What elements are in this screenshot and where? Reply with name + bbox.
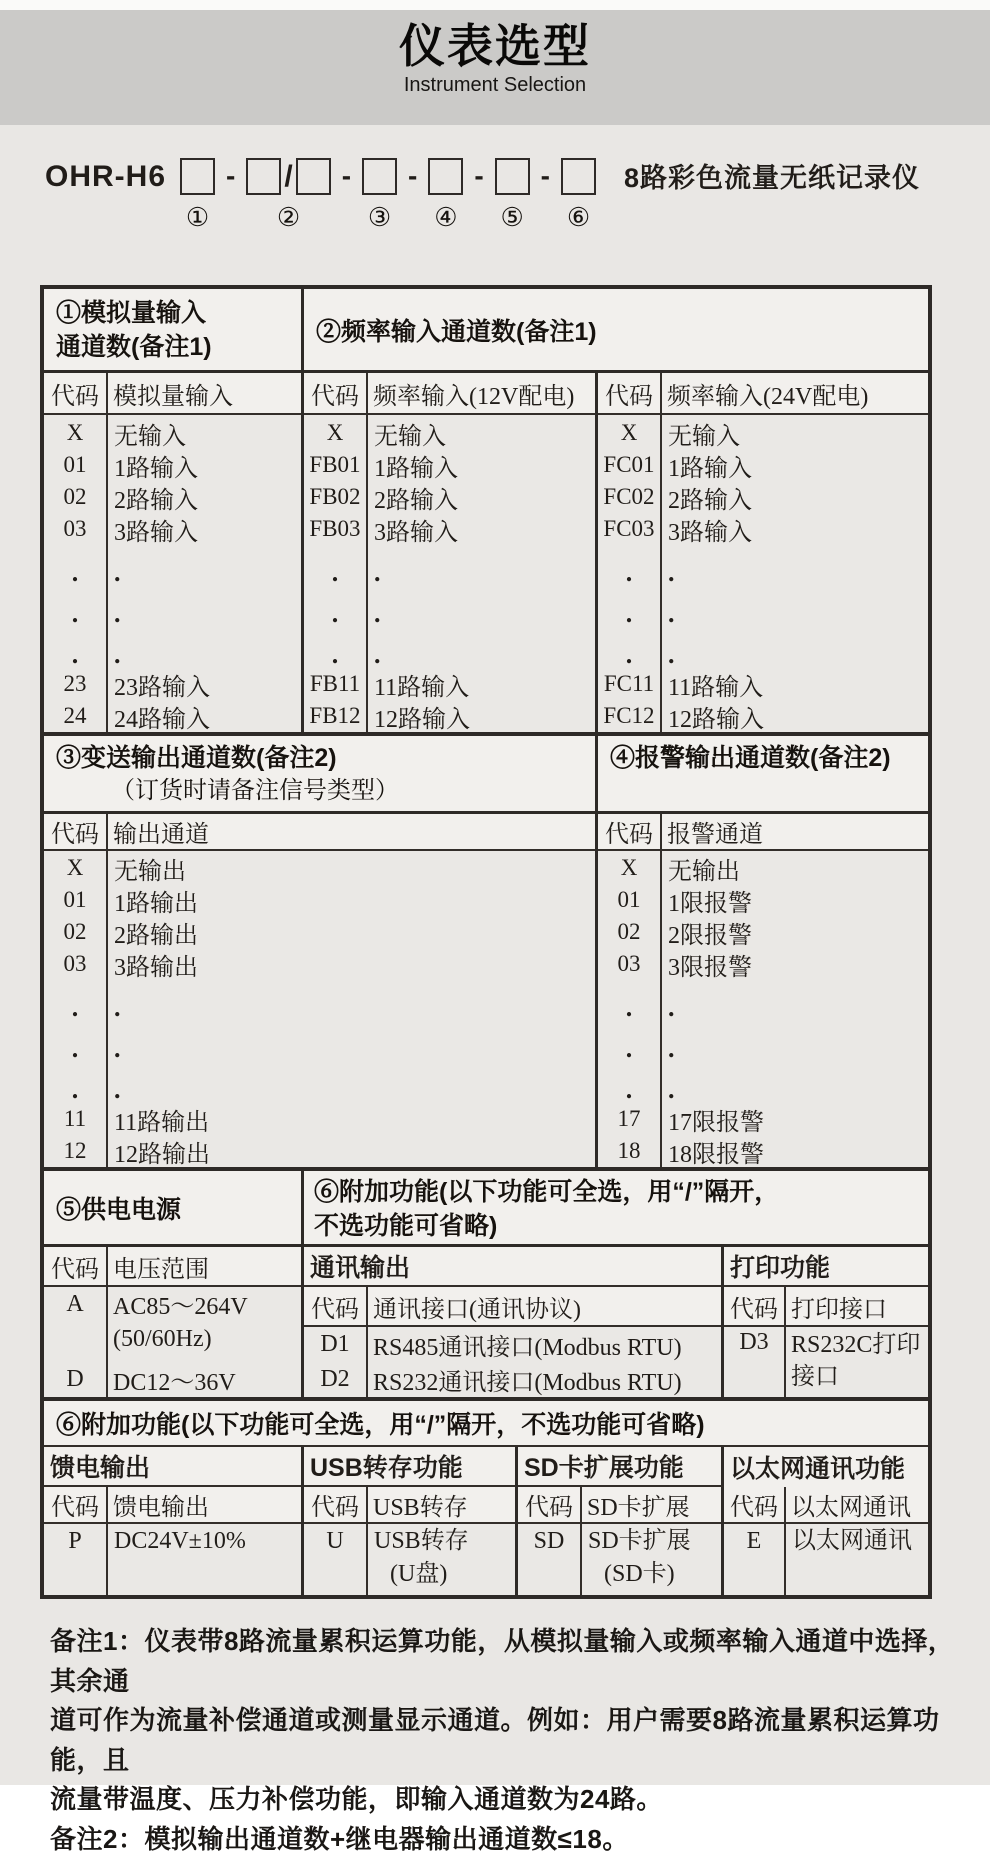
section-5-6 — [44, 1167, 928, 1397]
sd-code: SD — [518, 1521, 582, 1595]
freq12-desc-column: 无输入 1路输入 2路输入 3路输入 . . . 11路输入 12路输入 — [368, 415, 598, 732]
ethernet-code: E — [724, 1521, 786, 1595]
section-6-group-headers — [44, 1447, 928, 1487]
feed-code: P — [44, 1521, 108, 1595]
section-3-4 — [44, 732, 928, 1167]
power-range-header: 电压范围 — [108, 1247, 304, 1287]
col-header-analog: 模拟量输入 — [108, 373, 304, 415]
page-title: 仪表选型 — [0, 18, 990, 74]
model-box-4 — [428, 158, 463, 195]
position-label-1: ① — [186, 203, 209, 231]
print-group-header: 打印功能 — [724, 1247, 928, 1287]
note-2: 备注2：模拟输出通道数+继电器输出通道数≤18。 — [50, 1820, 960, 1859]
model-slot-1 — [180, 158, 215, 231]
col-header-code: 代码 — [44, 1487, 108, 1524]
section-3-title: ③变送输出通道数(备注2) （订货时请备注信号类型） — [44, 736, 598, 814]
model-box-1 — [180, 158, 215, 195]
col-header-out: 输出通道 — [108, 814, 598, 851]
col-header-code: 代码 — [724, 1487, 786, 1524]
col-header-code: 代码 — [598, 814, 662, 851]
print-label-d3: RS232C打印 接口 — [786, 1327, 928, 1397]
comm-code-header: 代码 — [304, 1287, 368, 1327]
print-code-header: 代码 — [724, 1287, 786, 1327]
section-5-6-grid — [44, 1247, 928, 1397]
section-3-subtitle: （订货时请备注信号类型） — [111, 775, 595, 808]
model-slot-2 — [246, 158, 330, 231]
analog-desc-column: 无输入 1路输入 2路输入 3路输入 . . . 23路输入 24路输入 — [108, 415, 304, 732]
dash-separator: - — [226, 158, 235, 194]
position-label-5: ⑤ — [501, 203, 524, 231]
power-code-header: 代码 — [44, 1247, 108, 1287]
section-6-title: ⑥附加功能(以下功能可全选，用“/”隔开， 不选功能可省略) — [304, 1171, 928, 1247]
product-name: 8路彩色流量无纸记录仪 — [624, 158, 920, 198]
usb-code: U — [304, 1521, 368, 1595]
print-code-d3: D3 — [724, 1327, 786, 1397]
banner — [0, 10, 990, 125]
dash-separator: - — [342, 158, 351, 194]
out-desc-column: 无输出 1路输出 2路输出 3路输出 . . . 11路输出 12路输出 — [108, 850, 598, 1167]
section-3-4-header — [44, 736, 928, 814]
power-range-a: AC85～264V (50/60Hz) — [108, 1287, 304, 1361]
comm-code-d2: D2 — [304, 1361, 368, 1397]
col-header-alarm: 报警通道 — [662, 814, 928, 851]
note-1-line-3: 流量带温度、压力补偿功能，即输入通道数为24路。 — [50, 1780, 960, 1820]
group-header-ethernet: 以太网通讯功能 — [724, 1447, 928, 1487]
col-header-code: 代码 — [304, 1487, 368, 1524]
sd-value: SD卡扩展 (SD卡) — [582, 1521, 724, 1595]
slash-separator: / — [284, 158, 292, 195]
col-header-code: 代码 — [598, 373, 662, 415]
model-box-5 — [495, 158, 530, 195]
group-header-feed: 馈电输出 — [44, 1447, 304, 1487]
model-slot-5 — [495, 158, 530, 231]
col-header-code: 代码 — [44, 814, 108, 851]
alarm-code-column: X 01 02 03 . . . 17 18 — [598, 850, 662, 1167]
section-1-title: ①模拟量输入 通道数(备注1) — [44, 289, 304, 373]
dash-separator: - — [474, 158, 483, 194]
col-header-feed: 馈电输出 — [108, 1487, 304, 1524]
model-box-2a — [246, 158, 281, 195]
section-6-full-title: ⑥附加功能(以下功能可全选，用“/”隔开，不选功能可省略) — [44, 1401, 928, 1447]
ethernet-value: 以太网通讯 — [786, 1521, 928, 1595]
freq24-code-column: X FC01 FC02 FC03 . . . FC11 FC12 — [598, 415, 662, 732]
section-3-4-column-headers — [44, 814, 928, 850]
power-code-d: D — [44, 1361, 108, 1397]
notes — [50, 1622, 960, 1859]
feed-value: DC24V±10% — [108, 1521, 304, 1595]
model-prefix: OHR-H6 — [45, 158, 166, 196]
note-1-line-1: 备注1：仪表带8路流量累积运算功能，从模拟量输入或频率输入通道中选择，其余通 — [50, 1622, 960, 1701]
power-code-a: A — [44, 1287, 108, 1361]
section-5-title: ⑤供电电源 — [44, 1171, 304, 1247]
position-label-2: ② — [277, 203, 300, 231]
col-header-code: 代码 — [304, 373, 368, 415]
top-strip — [0, 0, 990, 10]
col-header-freq12: 频率输入(12V配电) — [368, 373, 598, 415]
section-3-4-data — [44, 850, 928, 1167]
comm-label-d2: RS232通讯接口(Modbus RTU) — [368, 1361, 724, 1397]
section-6-column-headers — [44, 1487, 928, 1521]
col-header-freq24: 频率输入(24V配电) — [662, 373, 928, 415]
comm-code-d1: D1 — [304, 1327, 368, 1361]
section-2-title: ②频率输入通道数(备注1) — [304, 289, 928, 373]
print-interface-header: 打印接口 — [786, 1287, 928, 1327]
group-header-usb: USB转存功能 — [304, 1447, 518, 1487]
col-header-code: 代码 — [44, 373, 108, 415]
model-slot-6 — [561, 158, 596, 231]
model-slot-4 — [428, 158, 463, 231]
section-1-2-data — [44, 415, 928, 732]
comm-label-d1: RS485通讯接口(Modbus RTU) — [368, 1327, 724, 1361]
model-box-6 — [561, 158, 596, 195]
col-header-ethernet: 以太网通讯 — [786, 1487, 928, 1524]
section-1-2-header — [44, 289, 928, 373]
section-4-title: ④报警输出通道数(备注2) — [598, 736, 928, 814]
section-1-2-column-headers — [44, 373, 928, 415]
model-box-2b — [296, 158, 331, 195]
out-code-column: X 01 02 03 . . . 11 12 — [44, 850, 108, 1167]
position-label-4: ④ — [434, 203, 457, 231]
col-header-sd: SD卡扩展 — [582, 1487, 724, 1524]
freq24-desc-column: 无输入 1路输入 2路输入 3路输入 . . . 11路输入 12路输入 — [662, 415, 928, 732]
section-6-bottom — [44, 1397, 928, 1595]
section-6-data — [44, 1521, 928, 1595]
col-header-code: 代码 — [518, 1487, 582, 1524]
comm-group-header: 通讯输出 — [304, 1247, 724, 1287]
power-range-d: DC12～36V — [108, 1361, 304, 1397]
dash-separator: - — [541, 158, 550, 194]
page-subtitle: Instrument Selection — [0, 74, 990, 96]
analog-code-column: X 01 02 03 . . . 23 24 — [44, 415, 108, 732]
model-box-3 — [362, 158, 397, 195]
model-slot-3 — [362, 158, 397, 231]
usb-value: USB转存 (U盘) — [368, 1521, 518, 1595]
freq12-code-column: X FB01 FB02 FB03 . . . FB11 FB12 — [304, 415, 368, 732]
group-header-sd: SD卡扩展功能 — [518, 1447, 724, 1487]
alarm-desc-column: 无输出 1限报警 2限报警 3限报警 . . . 17限报警 18限报警 — [662, 850, 928, 1167]
model-code-row — [45, 158, 985, 231]
note-1-line-2: 道可作为流量补偿通道或测量显示通道。例如：用户需要8路流量累积运算功能，且 — [50, 1701, 960, 1780]
comm-interface-header: 通讯接口(通讯协议) — [368, 1287, 724, 1327]
col-header-usb: USB转存 — [368, 1487, 518, 1524]
position-label-6: ⑥ — [567, 203, 590, 231]
selection-table — [40, 285, 932, 1599]
position-label-3: ③ — [368, 203, 391, 231]
section-5-6-header — [44, 1171, 928, 1247]
dash-separator: - — [408, 158, 417, 194]
